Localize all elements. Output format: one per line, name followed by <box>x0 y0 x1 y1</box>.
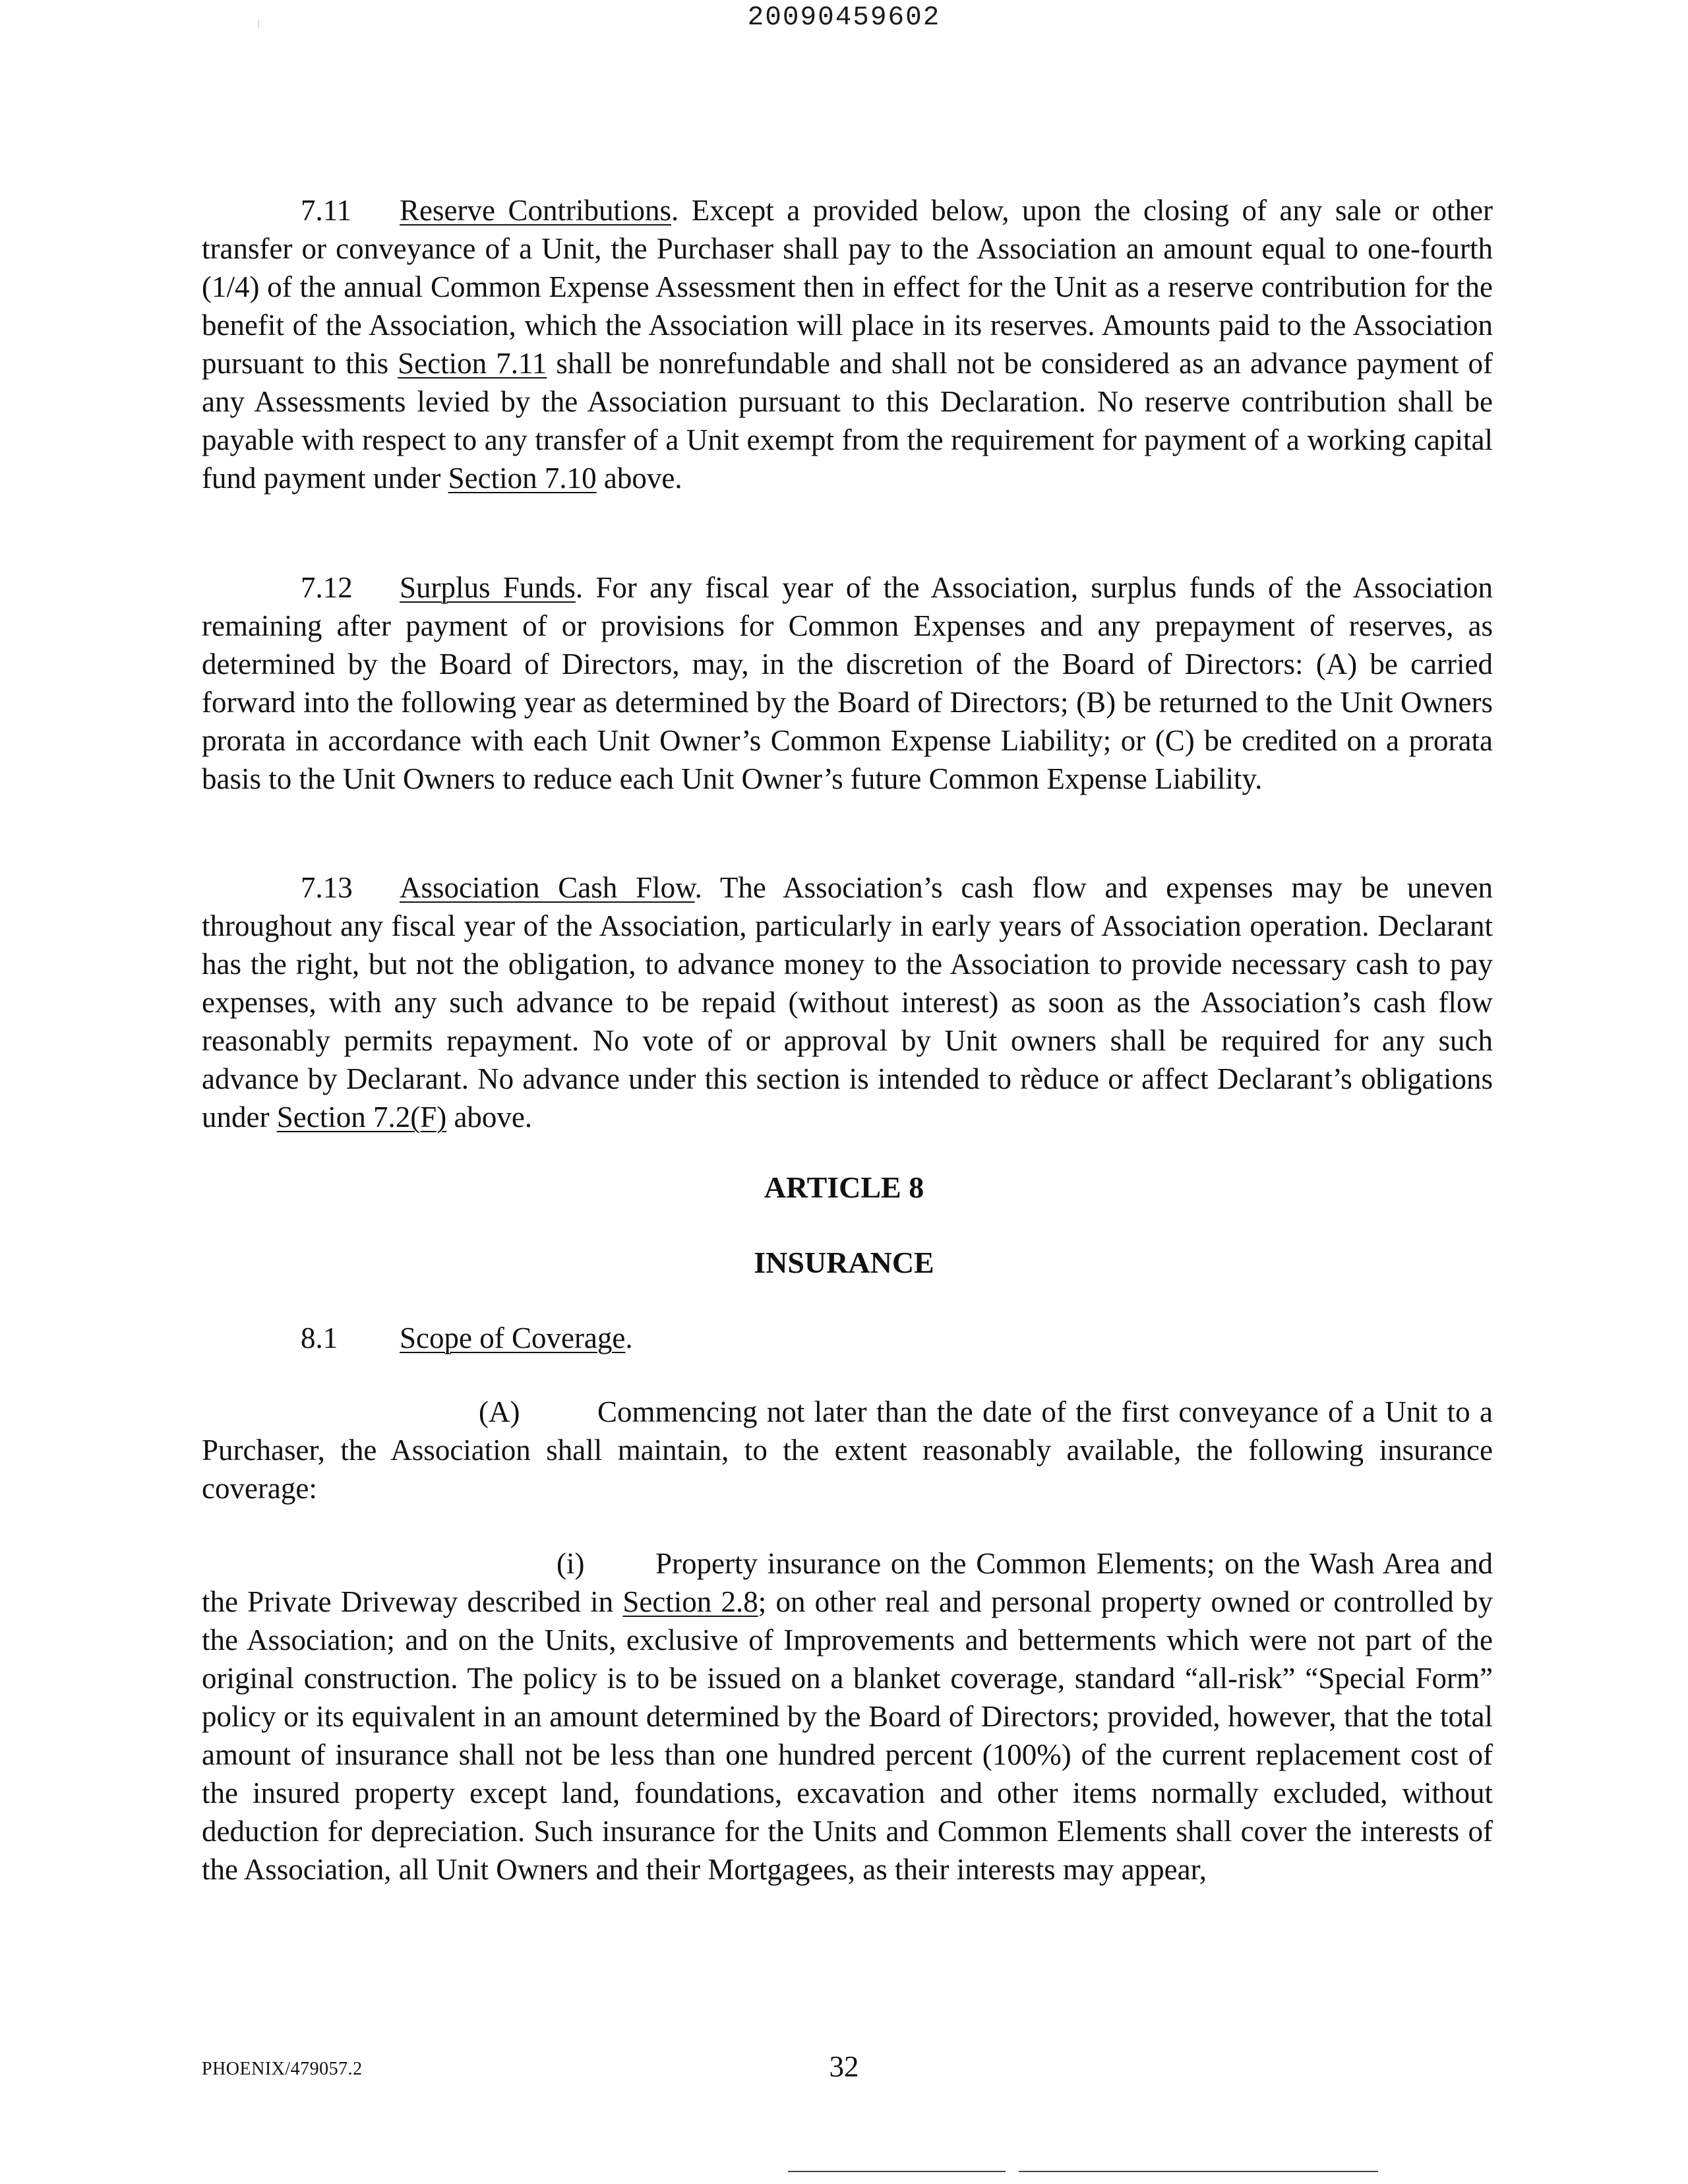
paragraph-8-1-a <box>202 1393 1493 1507</box>
section-reference: Section 7.2(F) <box>276 1101 447 1134</box>
scan-rule <box>788 2171 1006 2172</box>
section-reference: Section 2.8 <box>622 1585 758 1618</box>
section-title: Surplus Funds <box>400 571 576 604</box>
paragraph-8-1-a-i <box>202 1544 1493 1889</box>
section-title: Scope of Coverage <box>400 1321 626 1354</box>
paragraph-text: ; on other real and personal property owned or controlled by the Association; and on the Units, exclusive of Improvements and betterments which were not part of the original construction. The policy is to be issued on a blanket coverage, standard “all-risk” “Special Form” policy or its equivalent in an amount determined by the Board of Directors; provided, however, that the total amount of insurance shall not be less than one hundred percent (100%) of the current replacement cost of the insured property except land, foundations, excavation and other items normally excluded, without deduction for depreciation. Such insurance for the Units and Common Elements shall cover the interests of the Association, all Unit Owners and their Mortgagees, as their interests may appear, <box>202 1585 1493 1886</box>
section-7-12 <box>202 568 1493 798</box>
footer-document-id: PHOENIX/479057.2 <box>202 2059 363 2079</box>
section-number: 7.13 <box>301 871 353 904</box>
article-label: ARTICLE 8 <box>764 1170 924 1204</box>
section-title: Association Cash Flow <box>400 871 695 904</box>
section-7-11 <box>202 191 1493 497</box>
section-number: 7.12 <box>301 571 353 604</box>
document-number: 20090459602 <box>747 3 941 33</box>
section-title-punct: . <box>625 1321 633 1354</box>
section-text: above. <box>596 462 682 495</box>
section-text: above. <box>446 1101 533 1134</box>
paragraph-label: (A) <box>479 1395 520 1428</box>
section-title: Reserve Contributions <box>400 194 671 227</box>
article-title: INSURANCE <box>754 1246 934 1279</box>
section-reference: Section 7.10 <box>448 462 597 495</box>
paragraph-label: (i) <box>557 1547 585 1580</box>
section-text: . The Association’s cash flow and expenses may be uneven throughout any fiscal year of the Association, particularly in early years of Association operation. Declarant has the right, but not the obligation, to advance money to the Association to provide necessary cash to pay expenses, with any such advance to be repaid (without interest) as soon as the Association’s cash flow reasonably permits repayment. No vote of or approval by Unit owners shall be required for any such advance by Declarant. No advance under this section is intended to rèduce or affect Declarant’s obligations under <box>202 871 1493 1134</box>
section-text: . For any fiscal year of the Association, surplus funds of the Association remaining after payment of or provisions for Common Expenses and any prepayment of reserves, as determined by the Board of Directors, may, in the discretion of the Board of Directors: (A) be carried forward into the following year as determined by the Board of Directors; (B) be returned to the Unit Owners prorata in accordance with each Unit Owner’s Common Expense Liability; or (C) be credited on a prorata basis to the Unit Owners to reduce each Unit Owner’s future Common Expense Liability. <box>202 571 1493 795</box>
paragraph-text: Property insurance on the Common Elements; on the Wash Area and the Private Driveway described in <box>202 1547 1493 1618</box>
paragraph-text: Commencing not later than the date of the first conveyance of a Unit to a Purchaser, the Association shall maintain, to the extent reasonably available, the following insurance coverage: <box>202 1395 1493 1505</box>
page-number: 32 <box>829 2050 859 2083</box>
scan-rule <box>1019 2171 1378 2172</box>
section-8-1-heading <box>202 1319 1493 1357</box>
section-text: shall be nonrefundable and shall not be considered as an advance payment of any Assessments levied by the Association pursuant to this Declaration. No reserve contribution shall be payable with respect to any transfer of a Unit exempt from the requirement for payment of a working capital fund payment under <box>202 347 1493 495</box>
section-text: . Except a provided below, upon the closing of any sale or other transfer or conveyance of a Unit, the Purchaser shall pay to the Association an amount equal to one-fourth (1/4) of the annual Common Expense Assessment then in effect for the Unit as a reserve contribution for the benefit of the Association, which the Association will place in its reserves. Amounts paid to the Association pursuant to this <box>202 194 1493 380</box>
section-number: 8.1 <box>301 1321 338 1354</box>
section-number: 7.11 <box>301 194 352 227</box>
section-reference: Section 7.11 <box>398 347 547 380</box>
section-7-13 <box>202 868 1493 1136</box>
